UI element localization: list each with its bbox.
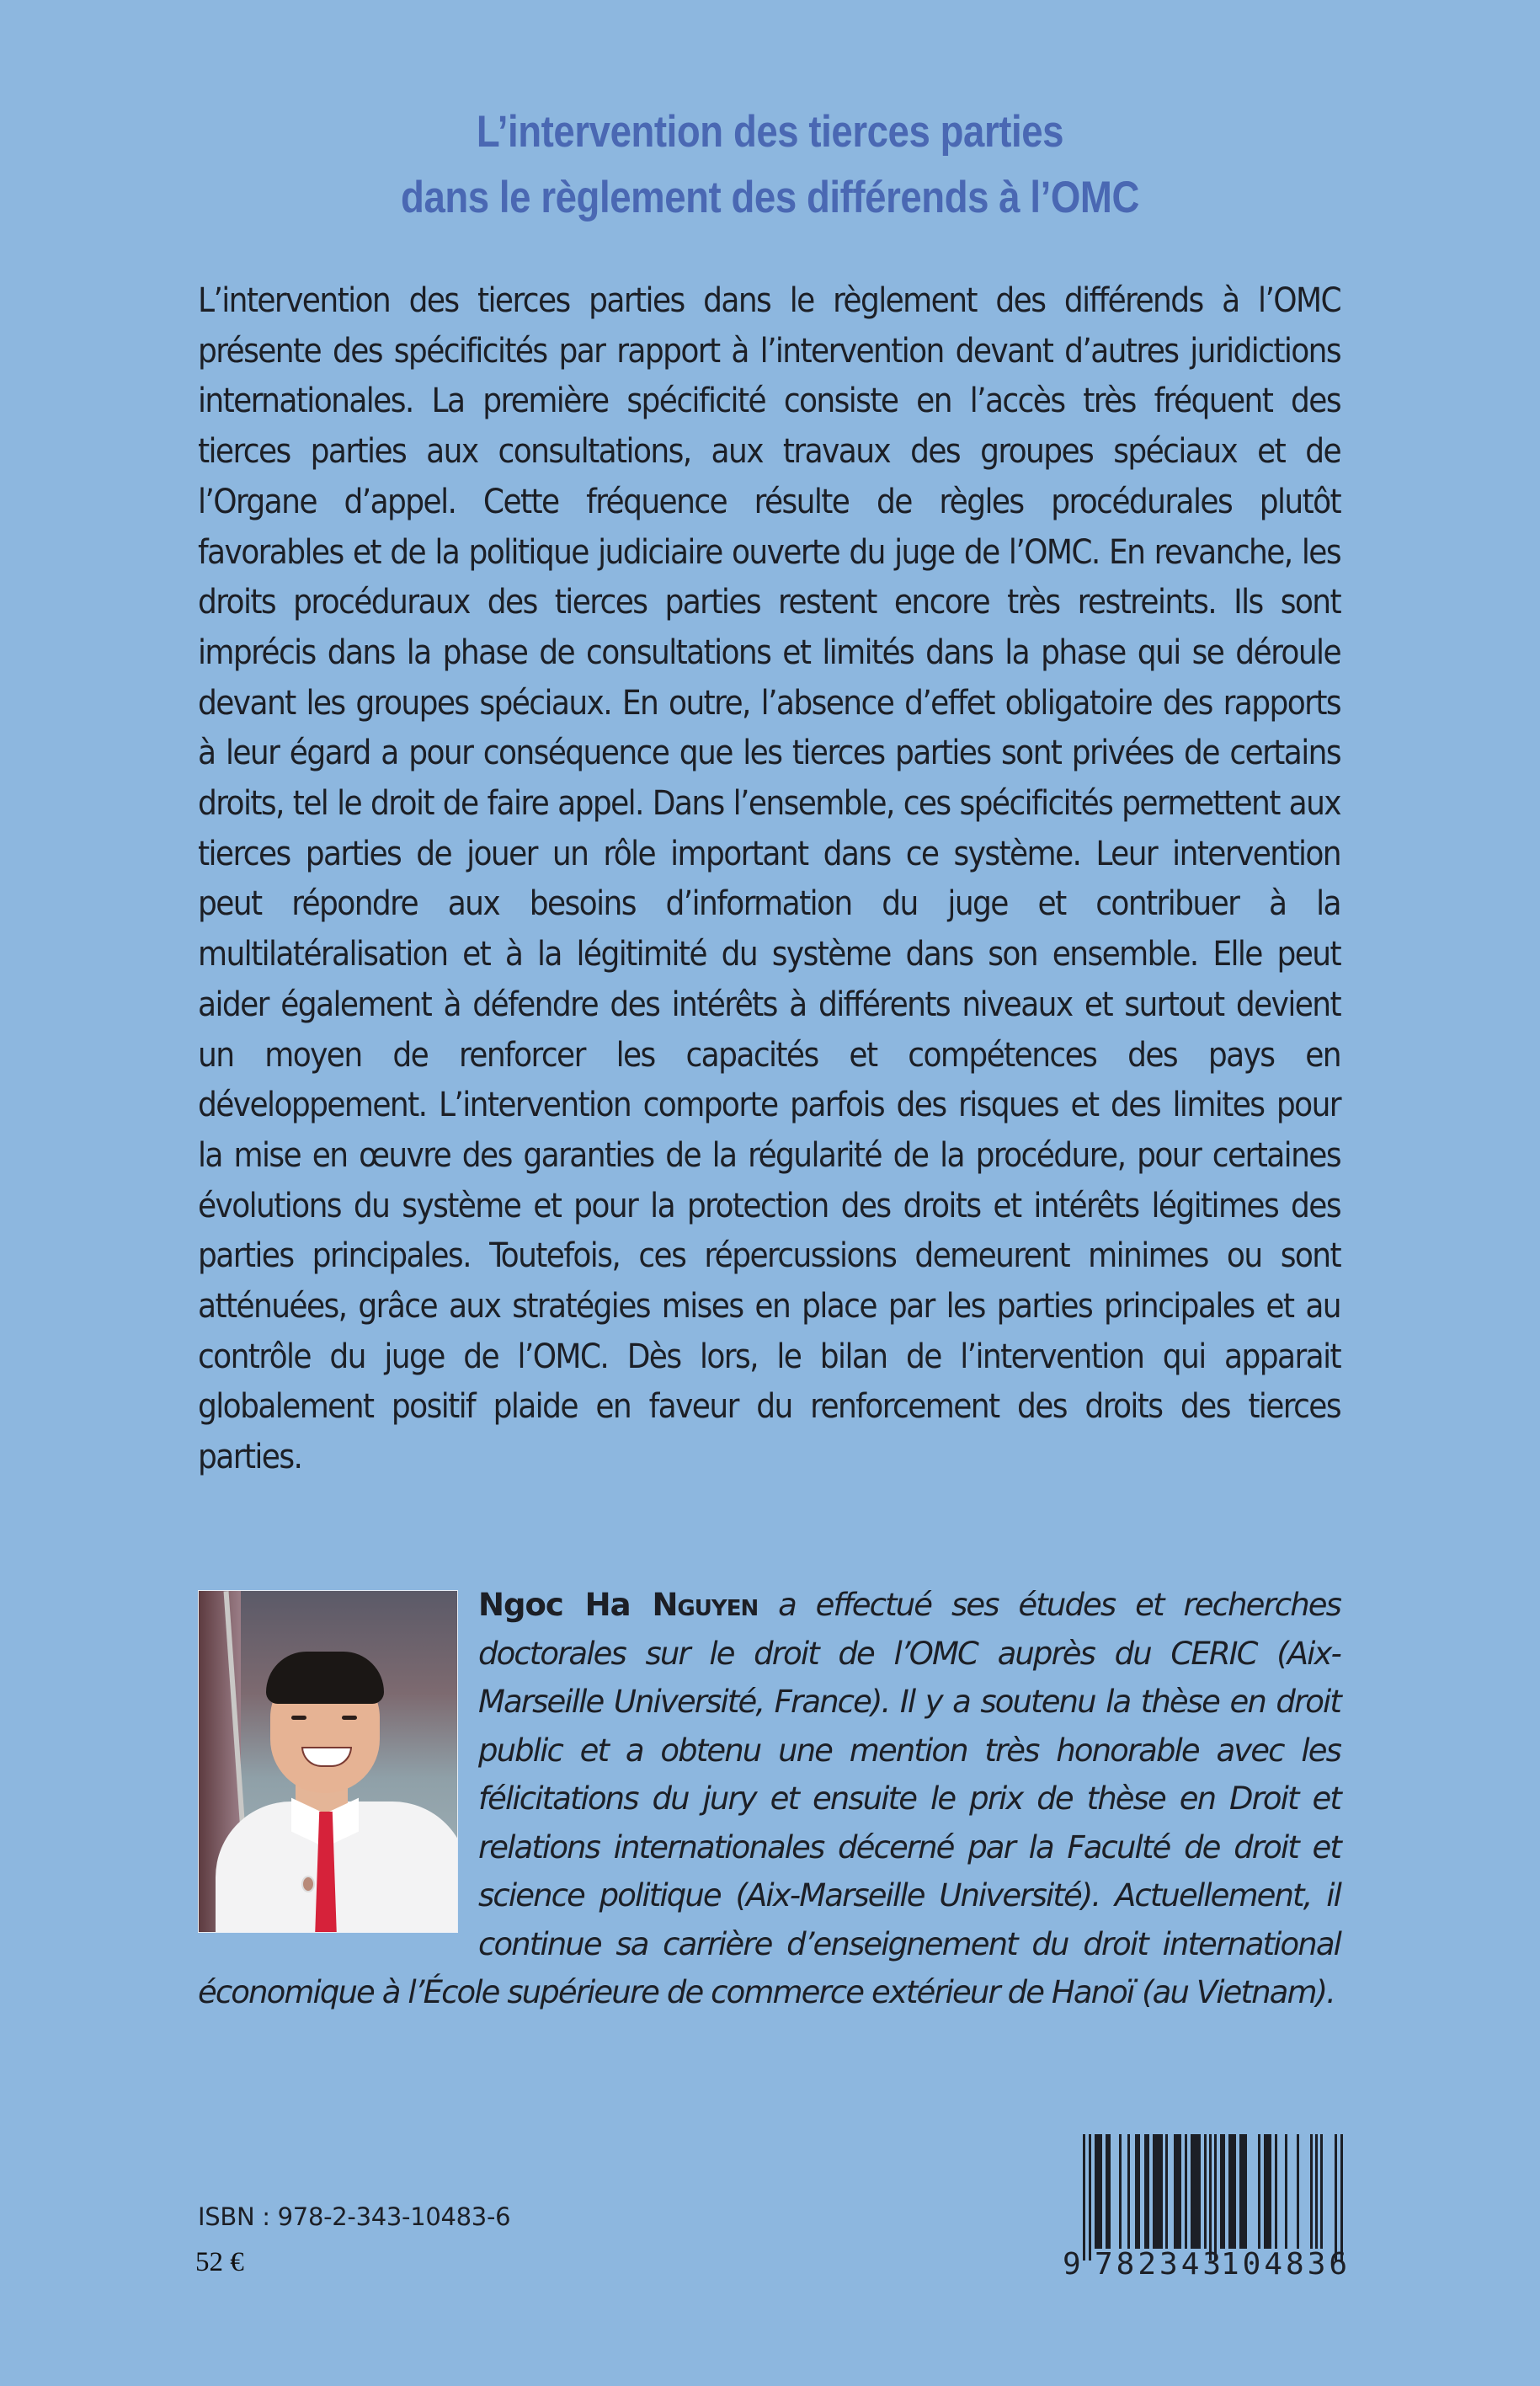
photo-spacer	[198, 1581, 478, 1964]
author-name: Ngoc Ha Nguyen	[478, 1587, 759, 1623]
title-line-2: dans le règlement des différends à l’OMC	[401, 173, 1139, 222]
book-summary: L’intervention des tierces parties dans le règlement des différends à l’OMC présente des spécificités par rapport à l’intervention devant d’autres juridictions internationales. La première spécificité consiste en l’accès très fréquent des tierces parties aux consultations, aux travaux des groupes spéciaux et de l’Organe d’appel. Cette fréquence résulte de règles procédurales plutôt favorables et de la politique judiciaire ouverte du juge de l’OMC. En revanche, les droits procéduraux des tierces parties restent encore très restreints. Ils sont imprécis dans la phase de consultations et limités dans la phase qui se déroule devant les groupes spéciaux. En outre, l’absence d’effet obligatoire des rapports à leur égard a pour conséquence que les tierces parties sont privées de certains droits, tel le droit de faire appel. Dans l’ensemble, ces spécificités permettent aux tierces parties de jouer un rôle important dans ce système. Leur intervention peut répondre aux besoins d’information du juge et contribuer à la multilatéralisation et à la légitimité du système dans son ensemble. Elle peut aider également à défendre des intérêts à différents niveaux et surtout devient un moyen de renforcer les capacités et compétences des pays en développement. L’intervention comporte parfois des risques et des limites pour la mise en œuvre des garanties de la régularité de la procédure, pour certaines évolutions du système et pour la protection des droits et intérêts légitimes des parties principales. Toutefois, ces répercussions demeurent minimes ou sont atténuées, grâce aux stratégies mises en place par les parties principales et au contrôle du juge de l’OMC. Dès lors, le bilan de l’intervention qui apparait globalement positif plaide en faveur du renforcement des droits des tierces parties.	[198, 281, 1340, 1477]
title-line-1: L’intervention des tierces parties	[476, 107, 1064, 157]
barcode-right-group: 104836	[1221, 2247, 1351, 2282]
barcode-bars-icon	[1063, 2134, 1349, 2261]
price: 52 €	[195, 2247, 244, 2277]
barcode-left-group: 782343	[1095, 2247, 1225, 2282]
author-bio	[198, 1581, 1340, 2017]
book-title	[108, 99, 1432, 231]
barcode-digits	[1063, 2247, 1349, 2281]
barcode-first-digit: 9	[1063, 2247, 1081, 2282]
author-bio-text: a effectué ses études et recherches doctorales sur le droit de l’OMC auprès du CERIC (Aix-Marseille Université, France). Il y a soutenu la thèse en droit public et a obtenu une mention très honorable avec les félicitations du jury et ensuite le prix de thèse en Droit et relations internationales décerné par la Faculté de droit et science politique (Aix-Marseille Université). Actuellement, il continue sa carrière d’enseignement du droit international économique à l’École supérieure de commerce extérieur de Hanoï (au Vietnam).	[198, 1587, 1340, 2010]
isbn: ISBN : 978-2-343-10483-6	[198, 2202, 511, 2231]
